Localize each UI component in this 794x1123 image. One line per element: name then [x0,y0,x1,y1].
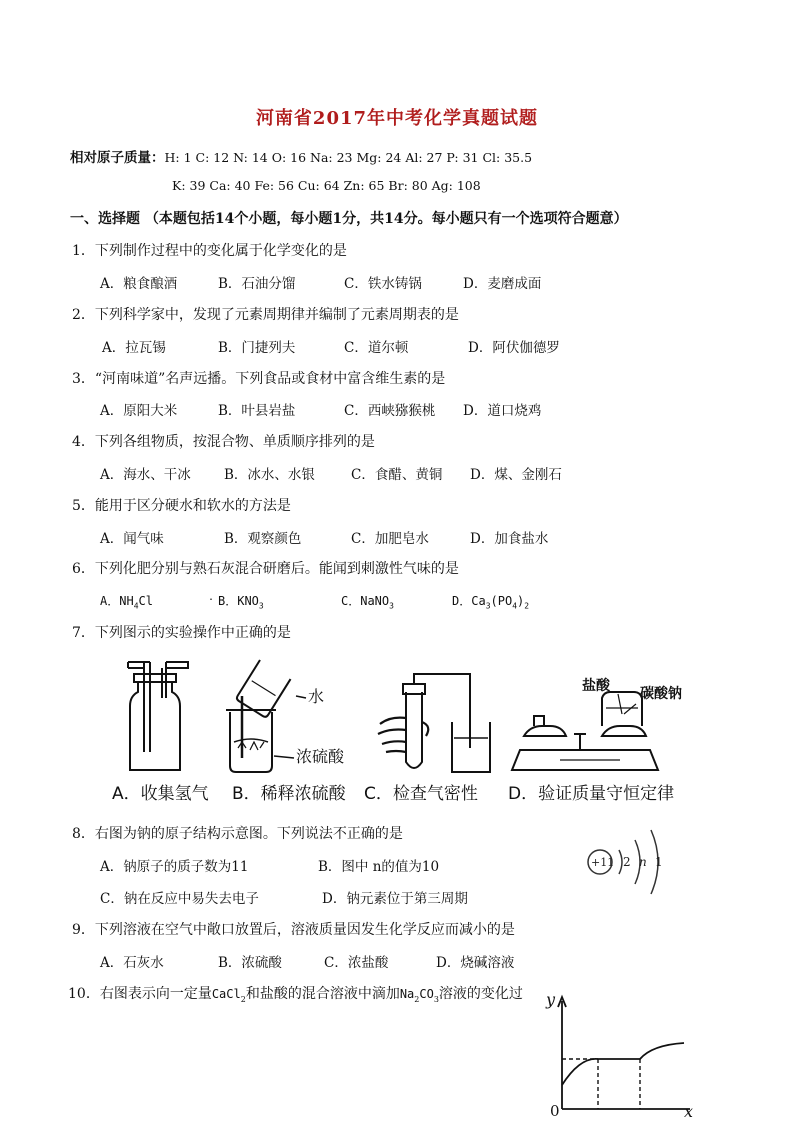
option-b: B．门捷列夫 [218,340,296,356]
option-a: A．石灰水 [100,955,164,971]
question-stem: 1．下列制作过程中的变化属于化学变化的是 [72,243,347,259]
nucleus-charge: +11 [591,856,615,869]
shell-1-count: 2 [623,855,631,869]
option-d: D．$Ca_3(PO_4)_2$ [452,594,530,611]
reaction-graph [540,985,700,1119]
option-c: C．钠在反应中易失去电子 [100,891,259,907]
shell-2-count: n [639,855,647,869]
option-b: B．浓硫酸 [218,955,282,971]
option-b: B．图中 n的值为10 [318,859,440,875]
question-stem: 10．右图表示向一定量CaCl$_2$和盐酸的混合溶液中滴加$Na_2CO_3$溶液的变化过 [68,986,523,1004]
option-a: A．拉瓦锡 [102,340,166,356]
option-c: C．食醋、黄铜 [351,467,443,483]
label-hydrochloric-acid: 盐酸 [582,678,610,694]
option-d: D．钠元素位于第三周期 [322,891,468,907]
option-a: A．粮食酿酒 [100,276,178,292]
option-a: A．钠原子的质子数为11 [100,859,249,875]
page-title: 河南省2017年中考化学真题试题 [255,108,539,129]
option-d: D．道口烧鸡 [463,403,542,419]
option-b: B．$KNO_3$ [218,594,264,611]
label-sulfuric-acid: 浓硫酸 [296,747,345,766]
balance [512,692,658,770]
option-a: A．海水、干冰 [100,467,191,483]
option-c: C．道尔顿 [344,340,409,356]
caption-a: A．收集氢气 [112,784,209,804]
option-d: D．加食盐水 [470,531,549,547]
option-a: A．闻气味 [100,531,164,547]
stray-dot: . [208,592,215,603]
question-stem: 8．右图为钠的原子结构示意图。下列说法不正确的是 [72,826,403,842]
option-b: B．石油分馏 [218,276,296,292]
option-c: C．西峡猕猴桃 [344,403,436,419]
section-heading: 一、选择题 （本题包括14个小题，每小题1分，共14分。每小题只有一个选项符合题意） [70,211,628,227]
question-stem: 5．能用于区分硬水和软水的方法是 [72,498,291,514]
option-d: D．阿伏伽德罗 [468,340,560,356]
option-c: C．NaNO$_3$ [341,594,394,611]
question-stem: 9．下列溶液在空气中敞口放置后，溶液质量因发生化学反应而减小的是 [72,922,515,938]
option-c: C．铁水铸锅 [344,276,422,292]
option-d: D．麦磨成面 [463,276,542,292]
dilution-setup [226,660,306,772]
shell-3-count: 1 [655,855,663,869]
y-axis-label: y [546,990,556,1009]
label-sodium-carbonate: 碳酸钠 [640,686,682,702]
curve [562,1043,684,1085]
caption-b: B．稀释浓硫酸 [232,784,346,804]
question-stem: 2．下列科学家中，发现了元素周期律并编制了元素周期表的是 [72,307,459,323]
atomic-mass-line-2: K: 39 Ca: 40 Fe: 56 Cu: 64 Zn: 65 Br: 80 Ag: 108 [172,178,481,193]
option-b: B．观察颜色 [224,531,302,547]
atomic-mass-label: 相对原子质量： [70,150,165,166]
question-stem: 7．下列图示的实验操作中正确的是 [72,625,291,641]
airtightness-check [378,674,490,772]
question-stem: 6．下列化肥分别与熟石灰混合研磨后。能闻到刺激性气味的是 [72,561,459,577]
caption-d: D．验证质量守恒定律 [508,784,675,804]
option-d: D．煤、金刚石 [470,467,562,483]
option-b: B．冰水、水银 [224,467,315,483]
x-axis-label: x [684,1102,694,1119]
caption-c: C．检查气密性 [364,784,478,804]
option-c: C．加肥皂水 [351,531,429,547]
experiment-figure [110,652,700,780]
option-a: A．原阳大米 [100,403,178,419]
option-a: A．$NH_4Cl$ [100,594,153,611]
sodium-atom-diagram [585,820,685,900]
option-b: B．叶县岩盐 [218,403,296,419]
atomic-mass-values-1: H: 1 C: 12 N: 14 O: 16 Na: 23 Mg: 24 Al: 27 P: 31 Cl: 35.5 [164,150,533,165]
origin-label: 0 [550,1102,560,1119]
question-stem: 3．“河南味道”名声远播。下列食品或食材中富含维生素的是 [72,371,446,387]
label-water: 水 [308,687,325,706]
option-d: D．烧碱溶液 [436,955,515,971]
question-stem: 4．下列各组物质，按混合物、单质顺序排列的是 [72,434,375,450]
gas-collection-bottle [128,662,188,770]
atomic-mass-line-1 [70,146,532,166]
option-c: C．浓盐酸 [324,955,389,971]
